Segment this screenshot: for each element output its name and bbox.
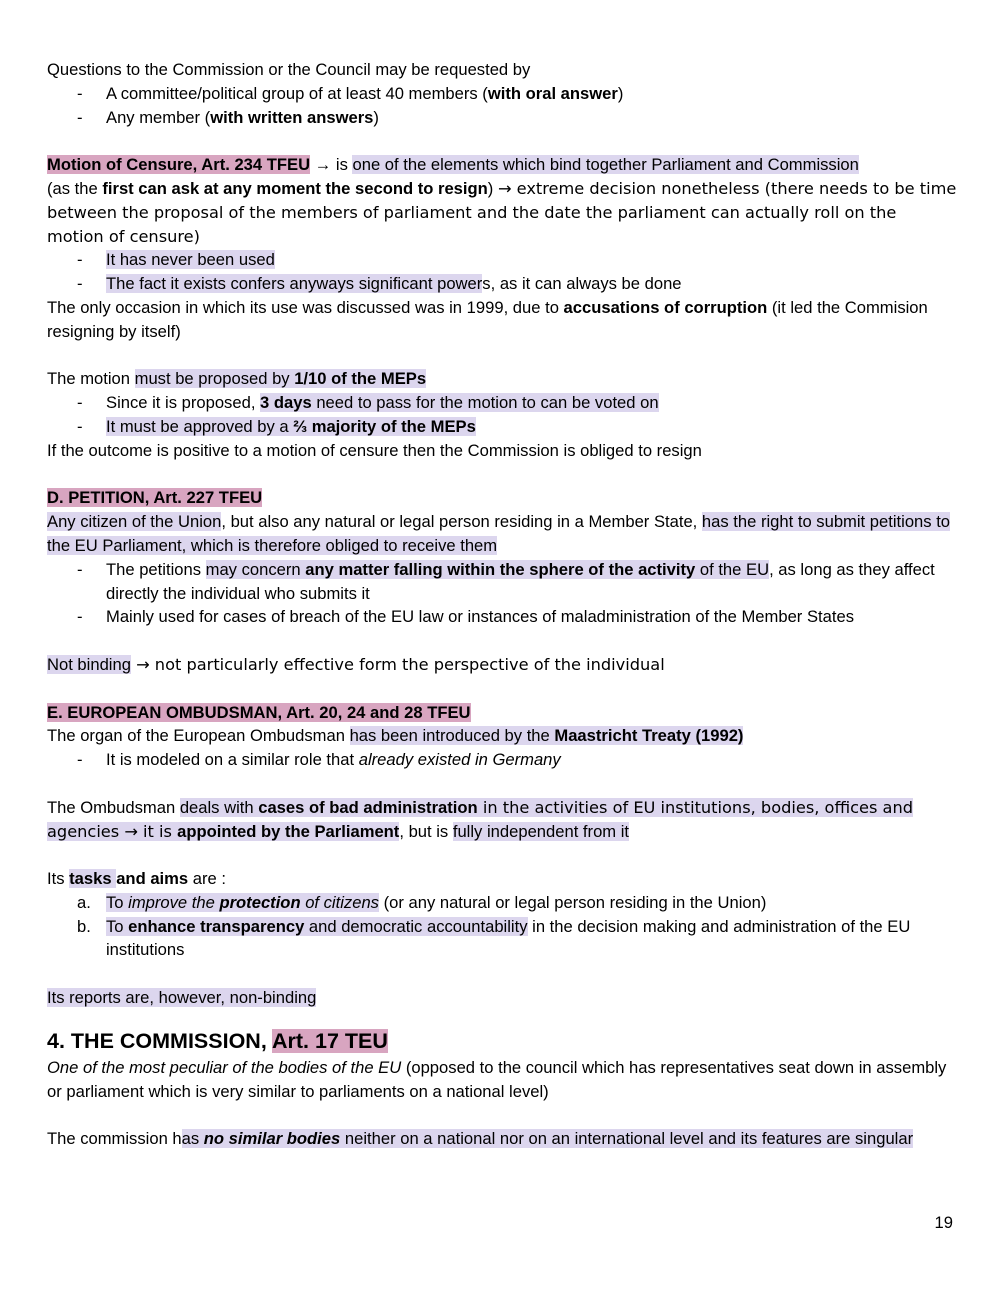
list-item: a. To improve the protection of citizens (or any natural or legal person residing in the Union) — [77, 892, 767, 912]
list-item: - Any member (with written answers) — [47, 106, 957, 130]
list-item: - It must be approved by a ⅔ majority of the MEPs — [47, 415, 957, 439]
list-item: b. To enhance transparency and democratic accountability in the decision making and administration of the EU institutions — [77, 916, 911, 960]
commission-singular: The commission has no similar bodies neither on a national nor on an international level and its features are singular — [47, 1129, 914, 1149]
motion-list — [47, 391, 957, 439]
ombudsman-tasks: Its tasks and aims are : — [47, 869, 226, 889]
ombudsman-tasks-list — [47, 891, 957, 962]
commission-intro: One of the most peculiar of the bodies of the EU (opposed to the council which has representatives seat down in assembly or parliament which is very similar to parliaments on a national level) — [47, 1057, 947, 1101]
censure-list — [47, 248, 957, 296]
list-item: - The petitions may concern any matter falling within the sphere of the activity of the EU, as long as they affect directly the individual who submits it — [47, 558, 957, 606]
page-number: 19 — [934, 1213, 953, 1232]
ombudsman-list — [47, 748, 957, 772]
ombudsman-reports: Its reports are, however, non-binding — [47, 988, 317, 1008]
censure-heading: Motion of Censure, Art. 234 TFEU — [47, 155, 311, 175]
list-item: - It has never been used — [47, 248, 957, 272]
petition-paragraph: Any citizen of the Union, but also any natural or legal person residing in a Member State, has the right to submit petitions to the EU Parliament, which is therefore obliged to receive them — [47, 512, 951, 555]
ombudsman-duties: The Ombudsman deals with cases of bad administration in the activities of EU institutions, bodies, offices and agencies → it is appointed by the Parliament, but is fully independent from it — [47, 797, 913, 841]
ombudsman-intro: The organ of the European Ombudsman has been introduced by the Maastricht Treaty (1992) — [47, 726, 744, 746]
commission-heading: 4. THE COMMISSION, Art. 17 TEU — [47, 1028, 388, 1053]
petition-heading: D. PETITION, Art. 227 TFEU — [47, 488, 263, 508]
petition-not-binding: Not binding → not particularly effective form the perspective of the individual — [47, 654, 665, 674]
questions-intro: Questions to the Commission or the Council may be requested by — [47, 60, 531, 79]
list-item: - Since it is proposed, 3 days need to pass for the motion to can be voted on — [47, 391, 957, 415]
petition-list — [47, 558, 957, 629]
questions-list — [47, 82, 957, 130]
censure-paragraph: Motion of Censure, Art. 234 TFEU → is one of the elements which bind together Parliament and Commission (as the first can ask at any moment the second to resign) → extreme decision nonetheless (there needs to be time between the proposal of the members of parliament and the date the parliament can actually roll on the motion of censure) — [47, 155, 957, 246]
motion-paragraph: The motion must be proposed by 1/10 of the MEPs — [47, 369, 427, 389]
list-item: - The fact it exists confers anyways significant powers, as it can always be done — [47, 272, 957, 296]
page-content — [47, 58, 957, 1151]
list-item: - Mainly used for cases of breach of the EU law or instances of maladministration of the Member States — [47, 605, 957, 629]
censure-occasion: The only occasion in which its use was discussed was in 1999, due to accusations of corruption (it led the Commision resigning by itself) — [47, 297, 928, 341]
list-item: - A committee/political group of at least 40 members (with oral answer) — [47, 82, 957, 106]
motion-outcome: If the outcome is positive to a motion of censure then the Commission is obliged to resign — [47, 440, 702, 460]
list-item: - It is modeled on a similar role that already existed in Germany — [47, 748, 957, 772]
ombudsman-heading: E. EUROPEAN OMBUDSMAN, Art. 20, 24 and 28 TFEU — [47, 702, 471, 722]
